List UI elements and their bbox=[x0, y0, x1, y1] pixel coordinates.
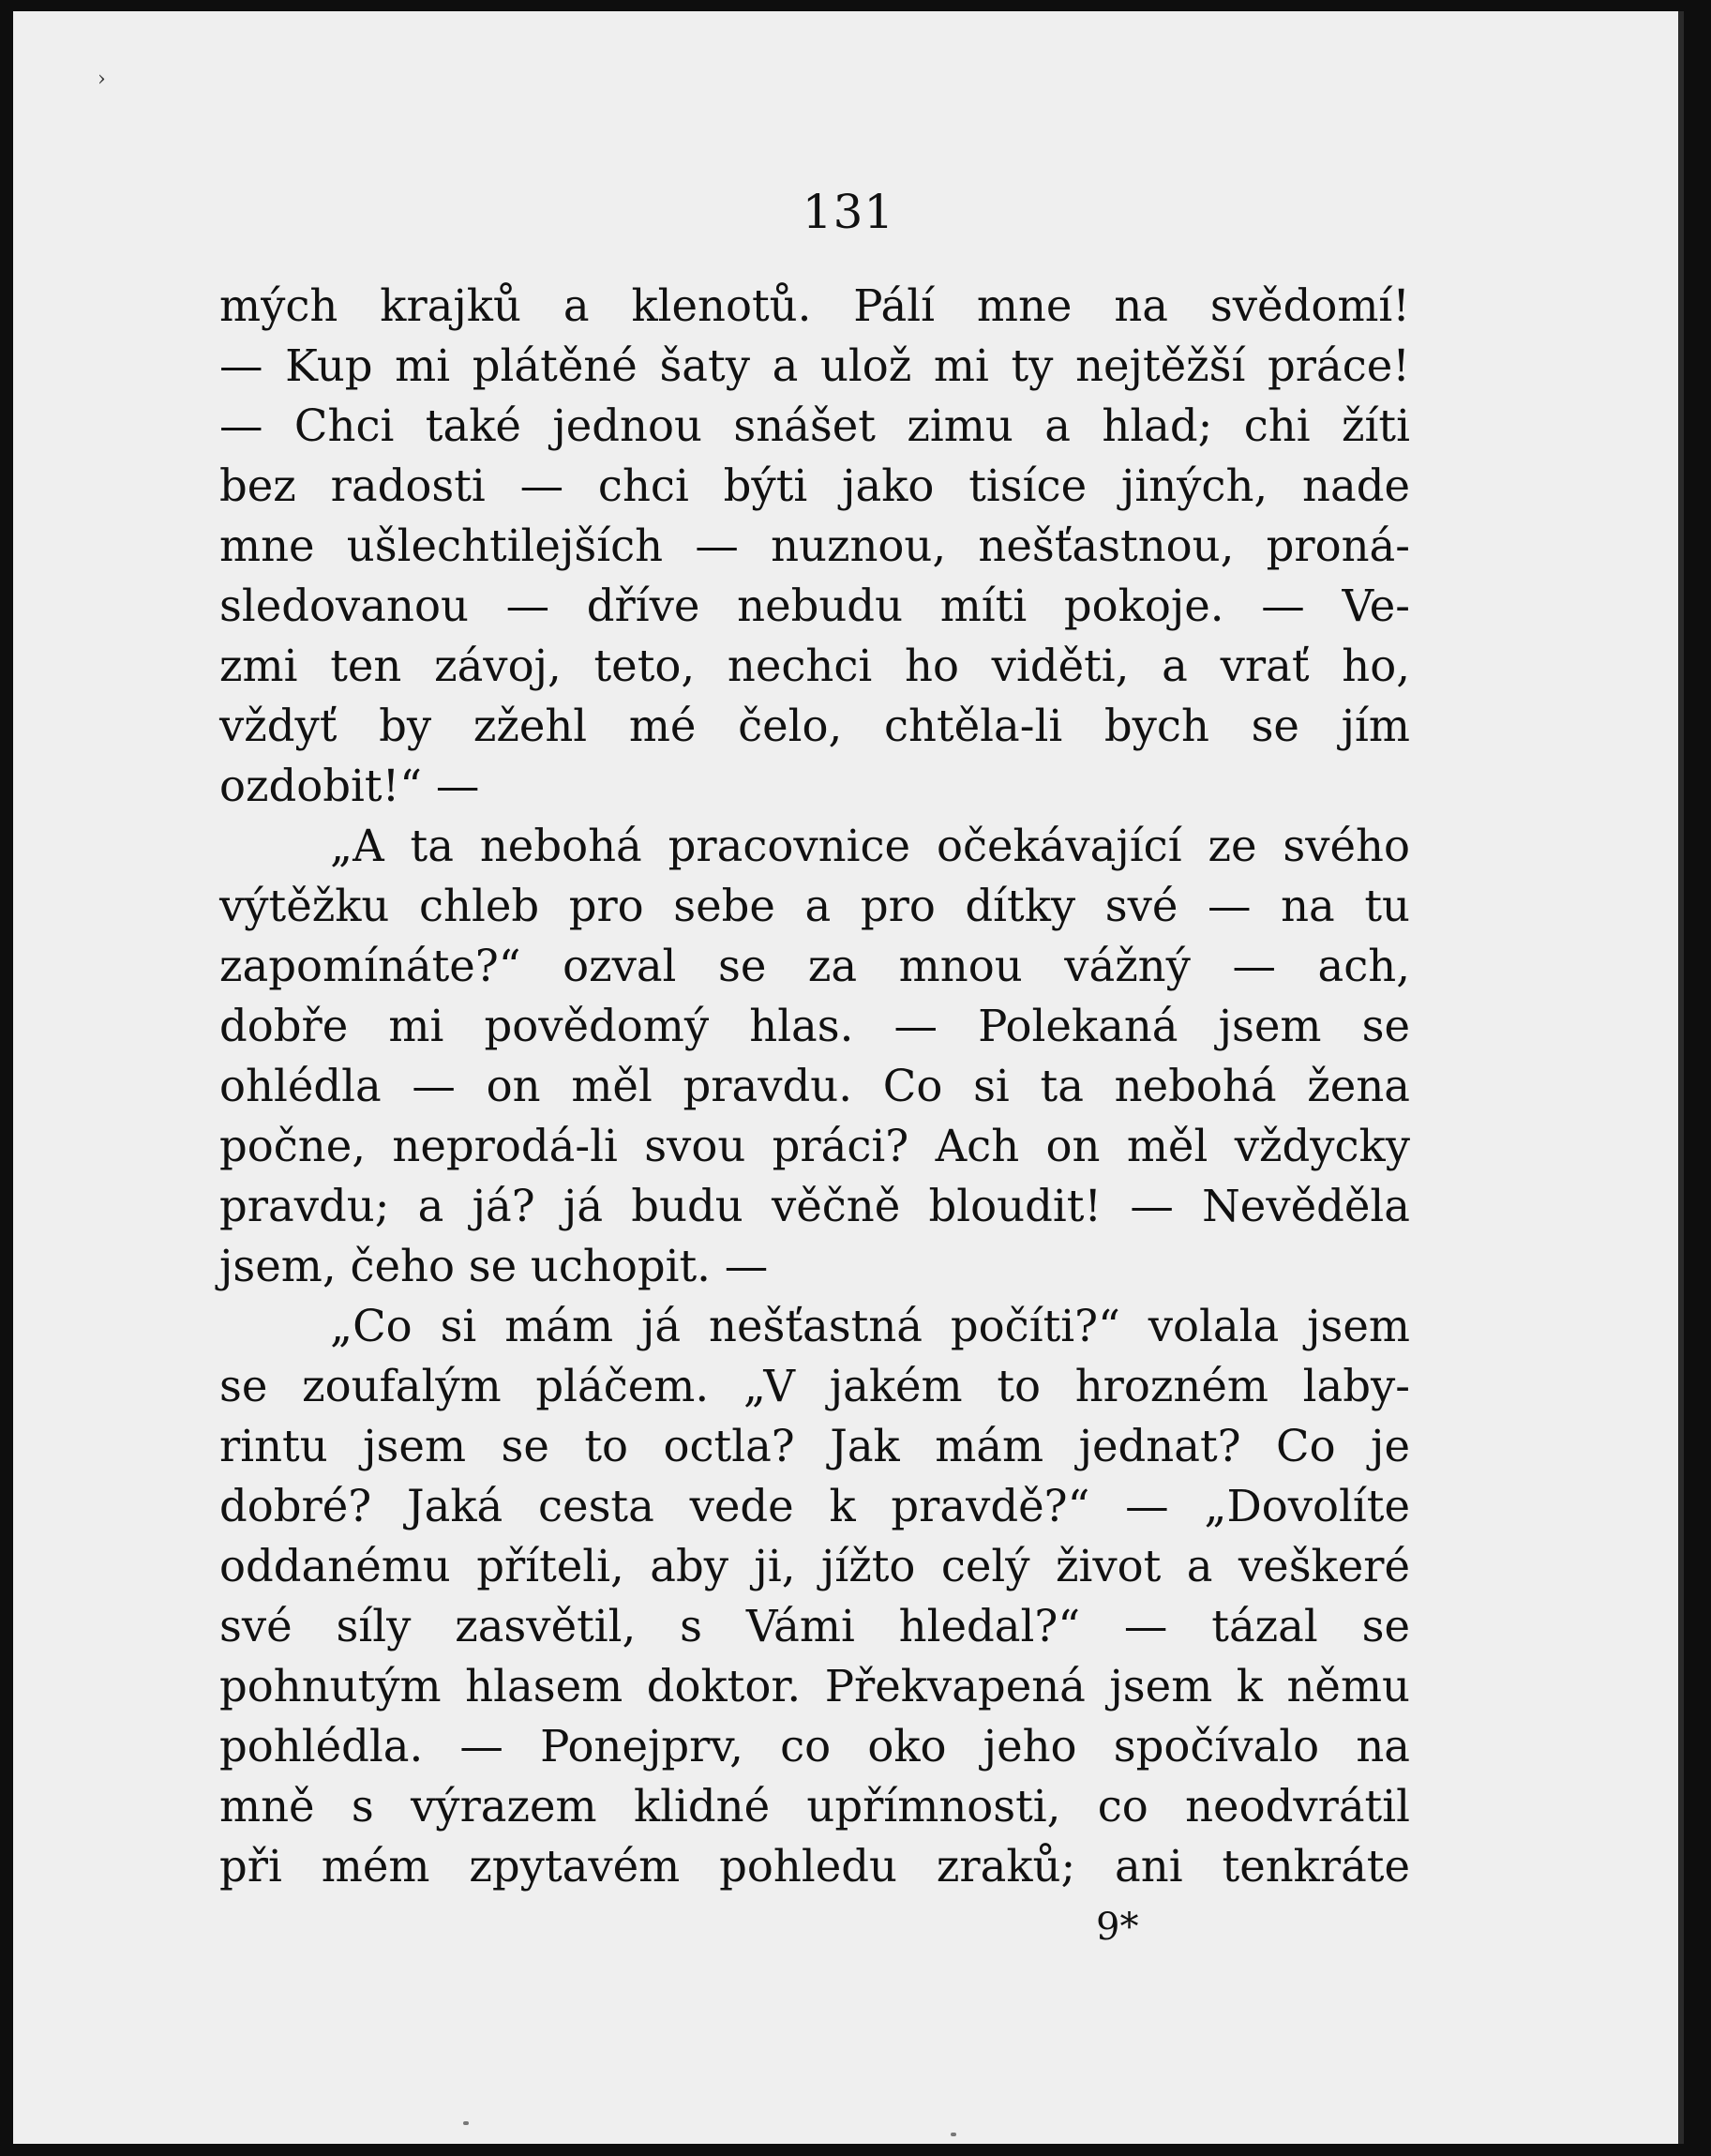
margin-mark: › bbox=[98, 68, 106, 91]
text-line: rintu jsem se to octla? Jak mám jednat? Co je bbox=[219, 1421, 1410, 1471]
text-line: jsem, čeho se uchopit. — bbox=[219, 1241, 769, 1291]
text-line: mně s výrazem klidné upřímnosti, co neodvrátil bbox=[219, 1781, 1410, 1832]
page-number: 131 bbox=[802, 185, 895, 239]
text-line: zapomínáte?“ ozval se za mnou vážný — ach, bbox=[219, 941, 1410, 991]
text-line: počne, neprodá-li svou práci? Ach on měl vždycky bbox=[219, 1121, 1410, 1171]
text-line: mne ušlechtilejších — nuznou, nešťastnou, proná- bbox=[219, 520, 1410, 571]
scan-dust bbox=[951, 2133, 956, 2136]
body-text bbox=[219, 276, 1410, 1896]
text-line: mých krajků a klenotů. Pálí mne na svědomí! bbox=[219, 280, 1410, 331]
text-line: — Chci také jednou snášet zimu a hlad; chi žíti bbox=[219, 400, 1410, 451]
text-line: se zoufalým pláčem. „V jakém to hrozném laby- bbox=[219, 1361, 1410, 1411]
text-line: sledovanou — dříve nebudu míti pokoje. — Ve- bbox=[219, 580, 1410, 631]
text-line: bez radosti — chci býti jako tisíce jiných, nade bbox=[219, 460, 1410, 511]
text-line: své síly zasvětil, s Vámi hledal?“ — tázal se bbox=[219, 1601, 1410, 1651]
text-line: vždyť by zžehl mé čelo, chtěla-li bych se jím bbox=[219, 701, 1410, 751]
text-line: pohnutým hlasem doktor. Překvapená jsem k němu bbox=[219, 1661, 1410, 1711]
text-line: ozdobit!“ — bbox=[219, 761, 480, 811]
text-line: při mém zpytavém pohledu zraků; ani tenkráte bbox=[219, 1841, 1410, 1892]
text-line: — Kup mi plátěné šaty a ulož mi ty nejtěžší práce! bbox=[219, 340, 1410, 391]
signature-mark: 9* bbox=[1096, 1906, 1139, 1949]
text-line: oddanému příteli, aby ji, jížto celý život a veškeré bbox=[219, 1541, 1410, 1591]
text-line: pravdu; a já? já budu věčně bloudit! — Nevěděla bbox=[219, 1181, 1410, 1231]
text-line: „Co si mám já nešťastná počíti?“ volala jsem bbox=[330, 1301, 1410, 1351]
text-line: výtěžku chleb pro sebe a pro dítky své — na tu bbox=[219, 881, 1410, 931]
scan-dust bbox=[463, 2121, 469, 2125]
text-line: ohlédla — on měl pravdu. Co si ta nebohá žena bbox=[219, 1061, 1410, 1111]
text-line: dobře mi povědomý hlas. — Polekaná jsem se bbox=[219, 1001, 1410, 1051]
text-line: pohlédla. — Ponejprv, co oko jeho spočívalo na bbox=[219, 1721, 1410, 1772]
text-line: zmi ten závoj, teto, nechci ho viděti, a vrať ho, bbox=[219, 641, 1410, 691]
text-line: dobré? Jaká cesta vede k pravdě?“ — „Dovolíte bbox=[219, 1481, 1410, 1531]
book-page bbox=[13, 11, 1684, 2144]
text-line: „A ta nebohá pracovnice očekávající ze svého bbox=[330, 821, 1410, 871]
